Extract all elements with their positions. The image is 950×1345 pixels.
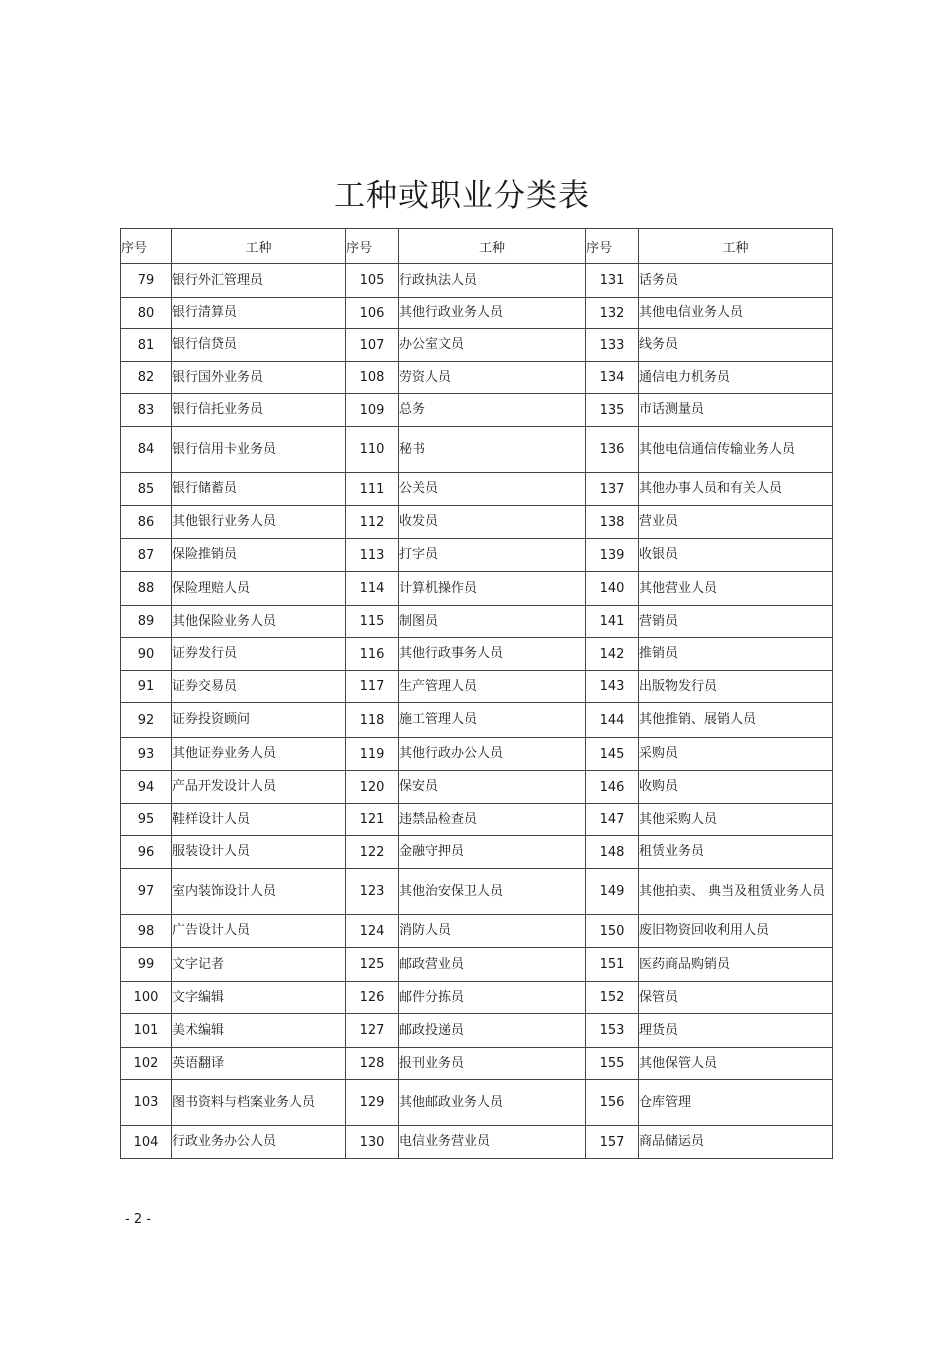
occupation-cell: 线务员: [639, 329, 833, 362]
occupation-cell: 采购员: [639, 738, 833, 771]
occupation-cell: 租赁业务员: [639, 836, 833, 869]
occupation-cell: 其他治安保卫人员: [399, 869, 586, 915]
table-row: [121, 869, 833, 915]
seq-cell: 91: [121, 671, 172, 703]
occupation-cell: 保险理赔人员: [172, 572, 346, 606]
seq-cell: 121: [346, 804, 399, 836]
table-row: [121, 1080, 833, 1126]
seq-cell: 138: [586, 506, 639, 539]
seq-cell: 98: [121, 915, 172, 948]
table-row: [121, 539, 833, 572]
seq-cell: 96: [121, 836, 172, 869]
seq-cell: 92: [121, 703, 172, 738]
table-row: [121, 738, 833, 771]
occupation-cell: 总务: [399, 394, 586, 427]
occupation-cell: 收购员: [639, 771, 833, 804]
seq-cell: 108: [346, 362, 399, 394]
header-occupation: 工种: [639, 229, 833, 264]
seq-cell: 129: [346, 1080, 399, 1126]
occupation-cell: 营销员: [639, 606, 833, 638]
page-title: 工种或职业分类表: [334, 178, 590, 214]
seq-cell: 118: [346, 703, 399, 738]
occupation-cell: 鞋样设计人员: [172, 804, 346, 836]
occupation-cell: 其他行政事务人员: [399, 638, 586, 671]
occupation-cell: 银行信用卡业务员: [172, 427, 346, 473]
occupation-cell: 收银员: [639, 539, 833, 572]
occupation-cell: 其他推销、展销人员: [639, 703, 833, 738]
table-row: [121, 362, 833, 394]
seq-cell: 116: [346, 638, 399, 671]
occupation-cell: 违禁品检查员: [399, 804, 586, 836]
occupation-cell: 通信电力机务员: [639, 362, 833, 394]
seq-cell: 114: [346, 572, 399, 606]
seq-cell: 101: [121, 1014, 172, 1048]
seq-cell: 147: [586, 804, 639, 836]
occupation-cell: 制图员: [399, 606, 586, 638]
occupation-cell: 其他电信通信传输业务人员: [639, 427, 833, 473]
table-row: [121, 1126, 833, 1159]
table-row: [121, 473, 833, 506]
occupation-cell: 劳资人员: [399, 362, 586, 394]
table-row: [121, 836, 833, 869]
seq-cell: 123: [346, 869, 399, 915]
table-row: [121, 1014, 833, 1048]
occupation-cell: 行政执法人员: [399, 264, 586, 298]
seq-cell: 112: [346, 506, 399, 539]
occupation-cell: 银行信托业务员: [172, 394, 346, 427]
occupation-cell: 证券发行员: [172, 638, 346, 671]
occupation-cell: 理货员: [639, 1014, 833, 1048]
occupation-cell: 打字员: [399, 539, 586, 572]
header-seq: 序号: [121, 229, 172, 264]
seq-cell: 137: [586, 473, 639, 506]
occupation-cell: 其他证券业务人员: [172, 738, 346, 771]
occupation-cell: 室内装饰设计人员: [172, 869, 346, 915]
occupation-cell: 保管员: [639, 982, 833, 1014]
occupation-cell: 其他邮政业务人员: [399, 1080, 586, 1126]
occupation-cell: 邮政投递员: [399, 1014, 586, 1048]
seq-cell: 84: [121, 427, 172, 473]
occupation-cell: 推销员: [639, 638, 833, 671]
seq-cell: 152: [586, 982, 639, 1014]
seq-cell: 136: [586, 427, 639, 473]
table-row: [121, 671, 833, 703]
table-row: [121, 606, 833, 638]
seq-cell: 143: [586, 671, 639, 703]
seq-cell: 148: [586, 836, 639, 869]
occupation-cell: 其他拍卖、 典当及租赁业务人员: [639, 869, 833, 915]
seq-cell: 150: [586, 915, 639, 948]
seq-cell: 135: [586, 394, 639, 427]
seq-cell: 130: [346, 1126, 399, 1159]
occupation-cell: 服装设计人员: [172, 836, 346, 869]
table-row: [121, 427, 833, 473]
occupation-cell: 营业员: [639, 506, 833, 539]
table-row: [121, 298, 833, 329]
occupation-cell: 邮政营业员: [399, 948, 586, 982]
seq-cell: 106: [346, 298, 399, 329]
seq-cell: 144: [586, 703, 639, 738]
seq-cell: 79: [121, 264, 172, 298]
occupation-cell: 出版物发行员: [639, 671, 833, 703]
seq-cell: 93: [121, 738, 172, 771]
occupation-cell: 话务员: [639, 264, 833, 298]
seq-cell: 133: [586, 329, 639, 362]
occupation-cell: 产品开发设计人员: [172, 771, 346, 804]
occupation-cell: 其他行政业务人员: [399, 298, 586, 329]
occupation-cell: 证券交易员: [172, 671, 346, 703]
seq-cell: 157: [586, 1126, 639, 1159]
seq-cell: 117: [346, 671, 399, 703]
seq-cell: 81: [121, 329, 172, 362]
occupation-cell: 电信业务营业员: [399, 1126, 586, 1159]
table-row: [121, 329, 833, 362]
occupation-cell: 证券投资顾问: [172, 703, 346, 738]
seq-cell: 113: [346, 539, 399, 572]
seq-cell: 99: [121, 948, 172, 982]
seq-cell: 88: [121, 572, 172, 606]
occupation-cell: 收发员: [399, 506, 586, 539]
occupation-cell: 生产管理人员: [399, 671, 586, 703]
occupation-cell: 其他银行业务人员: [172, 506, 346, 539]
seq-cell: 85: [121, 473, 172, 506]
page-number: - 2 -: [125, 1212, 151, 1227]
occupation-cell: 施工管理人员: [399, 703, 586, 738]
header-occupation: 工种: [399, 229, 586, 264]
occupation-cell: 美术编辑: [172, 1014, 346, 1048]
occupation-cell: 保安员: [399, 771, 586, 804]
occupation-cell: 银行国外业务员: [172, 362, 346, 394]
occupation-cell: 秘书: [399, 427, 586, 473]
seq-cell: 87: [121, 539, 172, 572]
occupation-cell: 报刊业务员: [399, 1048, 586, 1080]
seq-cell: 97: [121, 869, 172, 915]
seq-cell: 110: [346, 427, 399, 473]
seq-cell: 80: [121, 298, 172, 329]
occupation-cell: 办公室文员: [399, 329, 586, 362]
seq-cell: 102: [121, 1048, 172, 1080]
occupation-cell: 银行储蓄员: [172, 473, 346, 506]
occupation-cell: 医药商品购销员: [639, 948, 833, 982]
seq-cell: 90: [121, 638, 172, 671]
table-row: [121, 948, 833, 982]
seq-cell: 111: [346, 473, 399, 506]
occupation-cell: 图书资料与档案业务人员: [172, 1080, 346, 1126]
table-body: [121, 264, 833, 1159]
occupation-cell: 商品储运员: [639, 1126, 833, 1159]
table-header-row: [121, 229, 833, 264]
occupation-cell: 文字编辑: [172, 982, 346, 1014]
occupation-cell: 英语翻译: [172, 1048, 346, 1080]
occupation-cell: 其他办事人员和有关人员: [639, 473, 833, 506]
seq-cell: 155: [586, 1048, 639, 1080]
seq-cell: 124: [346, 915, 399, 948]
seq-cell: 104: [121, 1126, 172, 1159]
occupation-cell: 金融守押员: [399, 836, 586, 869]
seq-cell: 127: [346, 1014, 399, 1048]
seq-cell: 131: [586, 264, 639, 298]
seq-cell: 139: [586, 539, 639, 572]
seq-cell: 140: [586, 572, 639, 606]
seq-cell: 134: [586, 362, 639, 394]
seq-cell: 145: [586, 738, 639, 771]
table-row: [121, 982, 833, 1014]
occupation-cell: 废旧物资回收利用人员: [639, 915, 833, 948]
table-row: [121, 703, 833, 738]
seq-cell: 120: [346, 771, 399, 804]
table-row: [121, 638, 833, 671]
occupation-cell: 其他电信业务人员: [639, 298, 833, 329]
seq-cell: 156: [586, 1080, 639, 1126]
occupation-cell: 行政业务办公人员: [172, 1126, 346, 1159]
seq-cell: 86: [121, 506, 172, 539]
occupation-cell: 文字记者: [172, 948, 346, 982]
seq-cell: 83: [121, 394, 172, 427]
occupation-cell: 保险推销员: [172, 539, 346, 572]
seq-cell: 153: [586, 1014, 639, 1048]
seq-cell: 89: [121, 606, 172, 638]
seq-cell: 142: [586, 638, 639, 671]
occupation-cell: 其他保管人员: [639, 1048, 833, 1080]
header-seq: 序号: [586, 229, 639, 264]
occupation-cell: 消防人员: [399, 915, 586, 948]
table-row: [121, 915, 833, 948]
occupation-cell: 银行外汇管理员: [172, 264, 346, 298]
table-row: [121, 572, 833, 606]
table-row: [121, 264, 833, 298]
seq-cell: 94: [121, 771, 172, 804]
seq-cell: 128: [346, 1048, 399, 1080]
table-row: [121, 771, 833, 804]
occupation-cell: 广告设计人员: [172, 915, 346, 948]
seq-cell: 119: [346, 738, 399, 771]
seq-cell: 146: [586, 771, 639, 804]
table-row: [121, 1048, 833, 1080]
seq-cell: 122: [346, 836, 399, 869]
occupation-cell: 银行信贷员: [172, 329, 346, 362]
table-row: [121, 804, 833, 836]
seq-cell: 149: [586, 869, 639, 915]
seq-cell: 141: [586, 606, 639, 638]
occupation-cell: 市话测量员: [639, 394, 833, 427]
seq-cell: 95: [121, 804, 172, 836]
table-row: [121, 394, 833, 427]
occupation-cell: 仓库管理: [639, 1080, 833, 1126]
seq-cell: 105: [346, 264, 399, 298]
header-occupation: 工种: [172, 229, 346, 264]
occupation-cell: 其他行政办公人员: [399, 738, 586, 771]
occupation-cell: 公关员: [399, 473, 586, 506]
seq-cell: 109: [346, 394, 399, 427]
seq-cell: 125: [346, 948, 399, 982]
occupation-cell: 计算机操作员: [399, 572, 586, 606]
seq-cell: 82: [121, 362, 172, 394]
seq-cell: 107: [346, 329, 399, 362]
seq-cell: 132: [586, 298, 639, 329]
seq-cell: 115: [346, 606, 399, 638]
seq-cell: 100: [121, 982, 172, 1014]
seq-cell: 151: [586, 948, 639, 982]
occupation-cell: 邮件分拣员: [399, 982, 586, 1014]
occupation-cell: 其他采购人员: [639, 804, 833, 836]
occupation-cell: 银行清算员: [172, 298, 346, 329]
occupation-cell: 其他营业人员: [639, 572, 833, 606]
occupation-table: [120, 228, 833, 1159]
occupation-cell: 其他保险业务人员: [172, 606, 346, 638]
seq-cell: 103: [121, 1080, 172, 1126]
table-row: [121, 506, 833, 539]
header-seq: 序号: [346, 229, 399, 264]
seq-cell: 126: [346, 982, 399, 1014]
